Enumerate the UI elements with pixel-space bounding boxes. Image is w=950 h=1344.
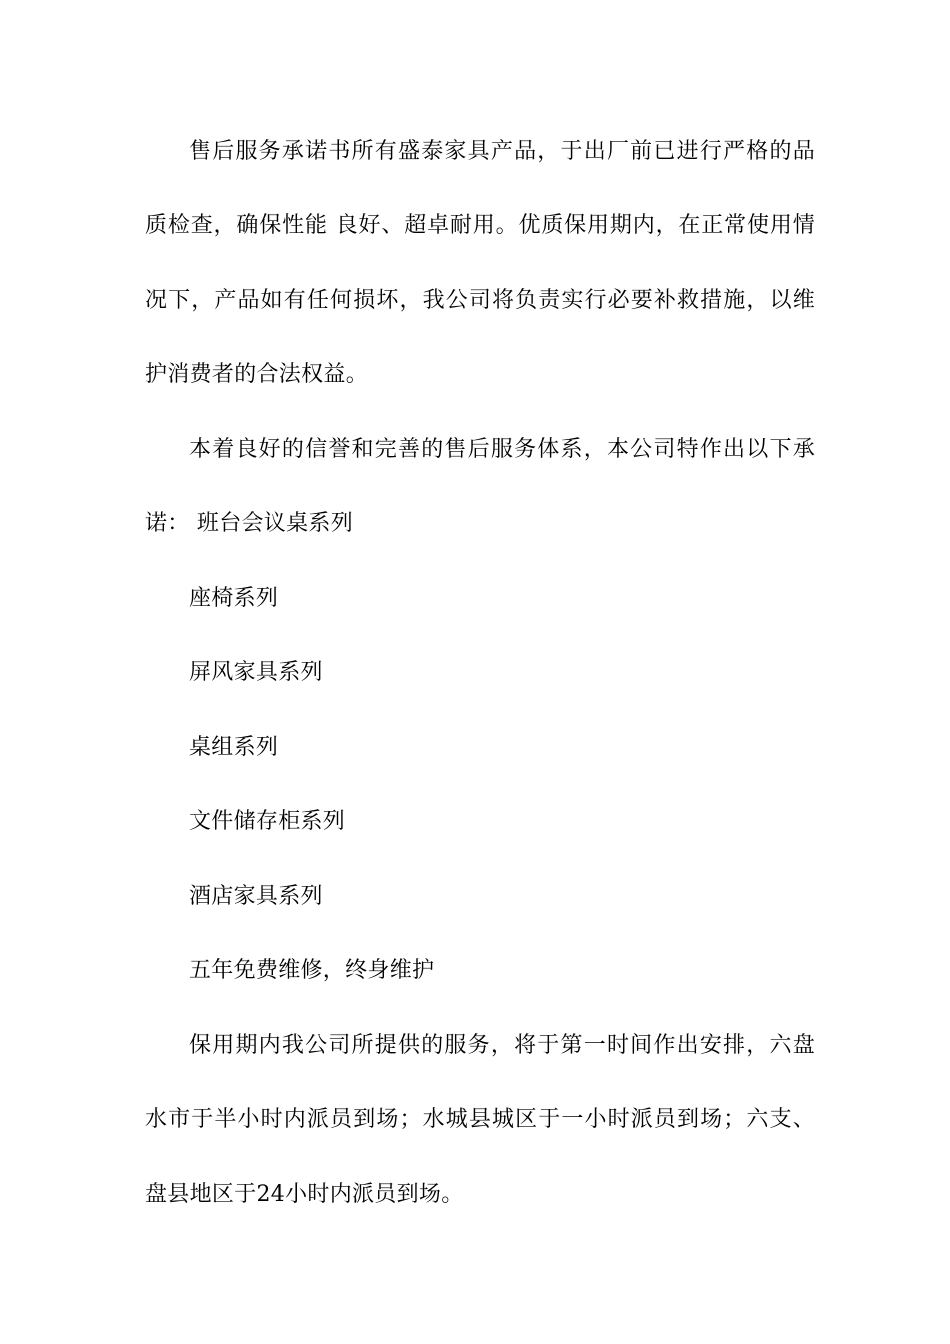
- paragraph-3-line-1: 保用期内我公司所提供的服务，将于第一时间作出安排，六盘: [189, 1033, 815, 1058]
- list-item-seating: 座椅系列: [189, 586, 279, 611]
- paragraph-1-line-2: 质检查，确保性能 良好、超卓耐用。优质保用期内，在正常使用情: [145, 213, 815, 238]
- paragraph-3-line-2: 水市于半小时内派员到场；水城县城区于一小时派员到场；六支、: [145, 1107, 815, 1132]
- paragraph-3-line-3: 盘县地区于24小时内派员到场。: [145, 1182, 464, 1207]
- list-item-desk-groups: 桌组系列: [189, 735, 279, 760]
- warranty-statement: 五年免费维修，终身维护: [189, 958, 435, 983]
- list-item-hotel-furniture: 酒店家具系列: [189, 884, 323, 909]
- paragraph-2-line-2: 诺： 班台会议桌系列: [145, 511, 353, 536]
- paragraph-1-line-3: 况下，产品如有任何损坏，我公司将负责实行必要补救措施，以维: [145, 288, 815, 313]
- paragraph-1-line-1: 售后服务承诺书所有盛泰家具产品，于出厂前已进行严格的品: [189, 139, 815, 164]
- list-item-file-cabinets: 文件储存柜系列: [189, 809, 346, 834]
- paragraph-2-line-1: 本着良好的信誉和完善的售后服务体系，本公司特作出以下承: [189, 437, 815, 462]
- paragraph-1-line-4: 护消费者的合法权益。: [145, 362, 369, 387]
- list-item-screen-furniture: 屏风家具系列: [189, 660, 323, 685]
